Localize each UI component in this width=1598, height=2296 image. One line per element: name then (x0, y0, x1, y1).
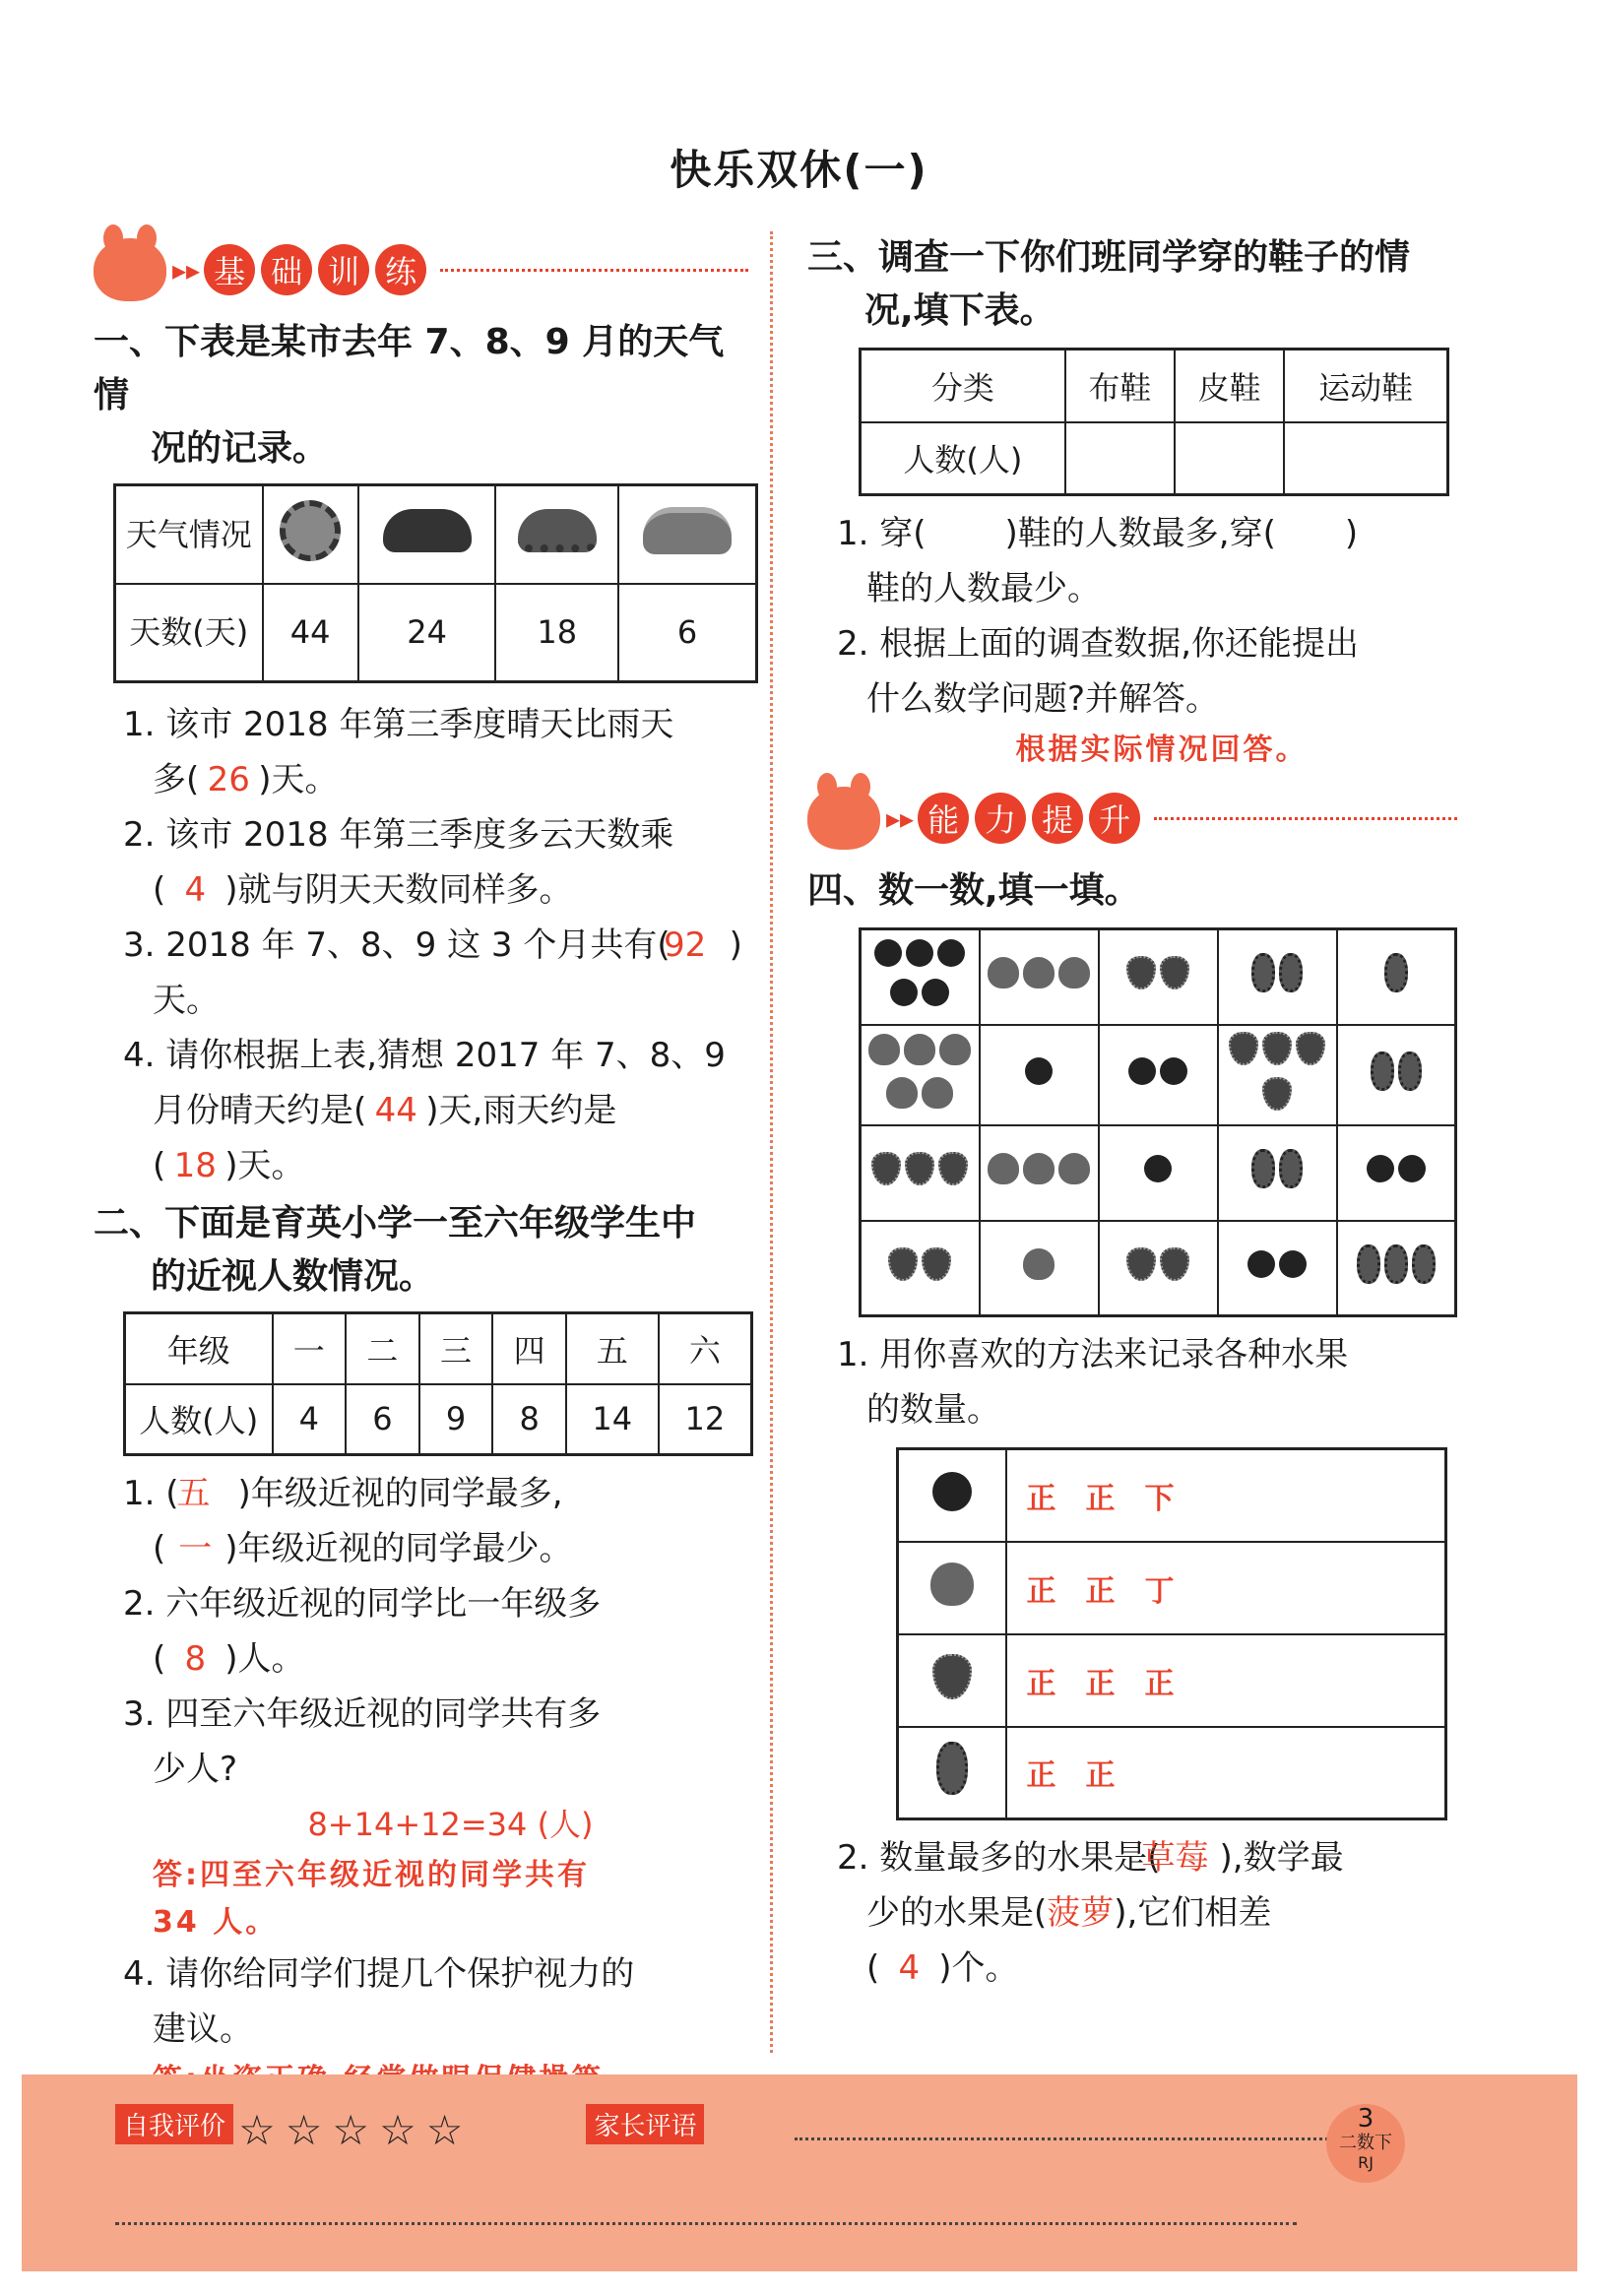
grade-cell: 六 (659, 1313, 752, 1384)
q2-item-1-text: )年级近视的同学最多, (237, 1474, 563, 1513)
cloudy-icon (383, 509, 472, 552)
section-badge-basic (94, 231, 748, 308)
peach-icon (904, 1034, 935, 1065)
shoes-header: 运动鞋 (1284, 350, 1447, 422)
fruit-cell (1218, 1125, 1337, 1221)
shoes-blank-cell[interactable] (1175, 422, 1284, 495)
q3-item-1-text: 1. 穿( (837, 514, 927, 553)
count-cell: 12 (659, 1384, 752, 1455)
q4-item-2-text: 少的水果是( (866, 1893, 1048, 1933)
q3-item-1-text: )鞋的人数最多,穿( (1004, 514, 1276, 553)
weather-cell (358, 485, 496, 584)
fruit-cell (980, 1125, 1099, 1221)
q2-item-2 (94, 1576, 748, 1687)
answer-value: 92 (663, 925, 707, 965)
strawberry-icon (1126, 1247, 1156, 1281)
fruit-cell (1337, 1025, 1456, 1125)
apple-icon (937, 939, 965, 967)
fruit-cell (1099, 1125, 1218, 1221)
strawberry-icon (1126, 956, 1156, 989)
question-4-heading: 四、数一数,填一填。 (807, 870, 1140, 911)
apple-icon (932, 1472, 972, 1511)
q3-item-1-line2: 鞋的人数最少。 (866, 569, 1101, 608)
q1-item-3 (94, 918, 748, 1028)
q1-item-2-text: ( (153, 870, 166, 910)
grade-cell: 二 (346, 1313, 419, 1384)
q1-item-3-text: 3. 2018 年 7、8、9 这 3 个月共有( (123, 925, 671, 965)
q2-item-4-line2: 建议。 (153, 2009, 253, 2049)
days-cell: 6 (618, 584, 757, 682)
mascot-icon (94, 238, 166, 301)
fruit-cell (980, 1025, 1099, 1125)
parent-comment-label: 家长评语 (586, 2104, 704, 2144)
weather-cell (263, 485, 358, 584)
question-1-heading (94, 316, 748, 476)
shoes-header: 布鞋 (1065, 350, 1175, 422)
q2-item-3-line1: 3. 四至六年级近视的同学共有多 (123, 1694, 602, 1734)
answer-value: 草莓 (1141, 1838, 1209, 1878)
partly-cloudy-icon (643, 507, 732, 554)
myopia-table (123, 1311, 753, 1456)
answer-value: 4 (184, 870, 207, 910)
fruit-cell (861, 1025, 980, 1125)
q2-item-1 (94, 1466, 748, 1576)
answer-value: 4 (898, 1948, 921, 1988)
q4-item-2-text: ),数学最 (1219, 1838, 1344, 1878)
answer-value: 8 (184, 1639, 207, 1679)
question-3-heading (807, 231, 1457, 338)
q3-item-2 (807, 616, 1457, 774)
fruit-cell (1218, 1221, 1337, 1316)
days-row-label: 天数(天) (115, 584, 263, 682)
apple-icon (874, 939, 902, 967)
strawberry-icon (1160, 1247, 1189, 1281)
rating-stars[interactable]: ☆☆☆☆☆ (238, 2106, 474, 2154)
fruit-cell (980, 1221, 1099, 1316)
count-cell: 14 (566, 1384, 659, 1455)
fruit-cell (1218, 929, 1337, 1025)
q1-item-1 (94, 697, 748, 807)
count-cell: 4 (273, 1384, 347, 1455)
q1-item-2-line1: 2. 该市 2018 年第三季度多云天数乘 (123, 815, 674, 855)
tally-value: 正正丁 (1006, 1542, 1446, 1634)
shoes-header: 皮鞋 (1175, 350, 1284, 422)
strawberry-icon (905, 1152, 934, 1185)
grade-row-label: 年级 (125, 1313, 273, 1384)
answer-value: 26 (207, 760, 250, 799)
pineapple-icon (1412, 1244, 1436, 1284)
count-cell: 6 (346, 1384, 419, 1455)
pineapple-icon (936, 1742, 968, 1795)
strawberry-icon (922, 1247, 951, 1281)
question-1-line2: 况的记录。 (151, 428, 329, 469)
mascot-icon (807, 787, 880, 850)
pineapple-icon (1251, 953, 1275, 992)
q2-item-4-line1: 4. 请你给同学们提几个保护视力的 (123, 1954, 635, 1994)
apple-icon (1247, 1250, 1275, 1278)
apple-icon (906, 939, 933, 967)
q1-item-4 (94, 1028, 748, 1193)
apple-icon (1144, 1155, 1172, 1182)
strawberry-icon (932, 1654, 972, 1699)
question-2-line2: 的近视人数情况。 (151, 1256, 435, 1297)
tally-value: 正正正 (1006, 1634, 1446, 1727)
count-cell: 9 (419, 1384, 493, 1455)
q1-item-4-text: ( (153, 1146, 166, 1185)
comment-line[interactable] (115, 2222, 1297, 2225)
tally-fruit-cell (898, 1634, 1006, 1727)
badge-char: 升 (1089, 793, 1140, 844)
strawberry-icon (1160, 956, 1189, 989)
days-cell: 24 (358, 584, 496, 682)
peach-icon (930, 1563, 974, 1606)
q4-item-2-text: )个。 (938, 1948, 1019, 1988)
fruit-cell (861, 1125, 980, 1221)
peach-icon (1058, 1153, 1090, 1184)
fruit-cell (1337, 929, 1456, 1025)
apple-icon (1279, 1250, 1307, 1278)
grade-cell: 三 (419, 1313, 493, 1384)
q1-item-1-text: )天。 (258, 760, 339, 799)
peach-icon (886, 1077, 918, 1109)
q1-item-3-line2: 天。 (153, 981, 220, 1020)
answer-value: 菠萝 (1047, 1893, 1115, 1933)
peach-icon (939, 1034, 971, 1065)
apple-icon (922, 979, 949, 1006)
handwritten-answer: 根据实际情况回答。 (1015, 733, 1309, 767)
apple-icon (1160, 1057, 1187, 1085)
question-1-line1: 一、下表是某市去年 7、8、9 月的天气情 (94, 322, 725, 415)
q2-item-1-text: 1. ( (123, 1474, 179, 1513)
q3-item-2-line1: 2. 根据上面的调查数据,你还能提出 (837, 624, 1360, 664)
weather-table (113, 483, 758, 683)
count-row-label: 人数(人) (125, 1384, 273, 1455)
strawberry-icon (888, 1247, 918, 1281)
arrows-icon: ▸▸ (886, 801, 915, 835)
days-cell: 44 (263, 584, 358, 682)
tally-value: 正正下 (1006, 1449, 1446, 1542)
strawberry-icon (1296, 1032, 1325, 1065)
q4-item-1-line2: 的数量。 (866, 1390, 1000, 1430)
answer-value: 一 (178, 1529, 213, 1568)
handwritten-answer: 34 人。 (153, 1905, 279, 1940)
tally-table (896, 1447, 1447, 1820)
count-cell: 8 (492, 1384, 566, 1455)
badge-char: 练 (375, 244, 426, 295)
strawberry-icon (1229, 1032, 1258, 1065)
badge-char: 础 (261, 244, 312, 295)
tally-fruit-cell (898, 1449, 1006, 1542)
grade-cell: 四 (492, 1313, 566, 1384)
q2-item-3-line2: 少人? (153, 1750, 238, 1789)
q1-item-3-text: ) (729, 925, 742, 965)
peach-icon (868, 1034, 900, 1065)
shoes-table (859, 348, 1449, 496)
days-cell: 18 (495, 584, 618, 682)
q4-item-2-text: 2. 数量最多的水果是( (837, 1838, 1161, 1878)
grade-cell: 五 (566, 1313, 659, 1384)
tally-value: 正正 (1006, 1727, 1446, 1819)
q2-item-3 (94, 1687, 748, 1946)
question-3-line2: 况,填下表。 (864, 290, 1055, 331)
strawberry-icon (871, 1152, 901, 1185)
q1-item-4-line1: 4. 请你根据上表,猜想 2017 年 7、8、9 (123, 1036, 726, 1075)
q4-item-2-text: ( (866, 1948, 880, 1988)
shoes-row-label: 人数(人) (861, 422, 1065, 495)
weather-row-label: 天气情况 (115, 485, 263, 584)
arrows-icon: ▸▸ (172, 253, 201, 287)
grade-label: 二数下 (1339, 2133, 1392, 2153)
left-column (94, 231, 748, 2104)
fruit-cell (980, 929, 1099, 1025)
q4-item-2 (807, 1830, 1457, 1996)
peach-icon (1023, 1153, 1055, 1184)
q4-item-1-line1: 1. 用你喜欢的方法来记录各种水果 (837, 1335, 1349, 1374)
strawberry-icon (1262, 1032, 1292, 1065)
page-number: 3 (1357, 2104, 1374, 2134)
peach-icon (1023, 1248, 1055, 1280)
shoes-blank-cell[interactable] (1284, 422, 1447, 495)
answer-value: 44 (374, 1091, 417, 1130)
badge-char: 力 (975, 793, 1026, 844)
handwritten-answer: 答:四至六年级近视的同学共有 (153, 1858, 590, 1892)
shoes-header: 分类 (861, 350, 1065, 422)
section-badge-advanced (807, 780, 1457, 857)
page-title: 快乐双休(一) (670, 146, 928, 194)
fruit-cell (1218, 1025, 1337, 1125)
q4-item-1 (807, 1327, 1457, 1437)
q1-item-1-line1: 1. 该市 2018 年第三季度晴天比雨天 (123, 705, 674, 744)
q2-item-1-text: ( (153, 1529, 166, 1568)
answer-value: 五 (176, 1474, 211, 1513)
shoes-blank-cell[interactable] (1065, 422, 1175, 495)
tally-fruit-cell (898, 1542, 1006, 1634)
peach-icon (988, 957, 1019, 989)
page-number-badge (1326, 2104, 1405, 2183)
q1-item-2-text: )就与阴天天数同样多。 (224, 870, 573, 910)
q3-item-1-text: ) (1344, 514, 1359, 553)
q3-item-1 (807, 506, 1457, 616)
apple-icon (890, 979, 918, 1006)
q1-item-4-text: 月份晴天约是( (153, 1091, 367, 1130)
badge-char: 提 (1032, 793, 1083, 844)
pineapple-icon (1251, 1149, 1275, 1188)
weather-cell (495, 485, 618, 584)
q1-item-4-text: )天,雨天约是 (425, 1091, 617, 1130)
apple-icon (1025, 1057, 1053, 1085)
pineapple-icon (1384, 1244, 1408, 1284)
grade-cell: 一 (273, 1313, 347, 1384)
pineapple-icon (1371, 1052, 1394, 1091)
question-2-line1: 二、下面是育英小学一至六年级学生中 (94, 1203, 697, 1244)
q3-item-2-line2: 什么数学问题?并解答。 (866, 679, 1220, 719)
strawberry-icon (938, 1152, 968, 1185)
badge-char: 基 (204, 244, 255, 295)
apple-icon (1128, 1057, 1156, 1085)
pineapple-icon (1279, 1149, 1303, 1188)
footer-inner (115, 2104, 1513, 2172)
badge-dotted-line (440, 269, 748, 272)
q1-item-2 (94, 807, 748, 918)
parent-comment-line[interactable] (795, 2137, 1375, 2140)
apple-icon (1367, 1155, 1394, 1182)
pineapple-icon (1384, 953, 1408, 992)
column-divider (770, 231, 773, 2053)
weather-cell (618, 485, 757, 584)
badge-char: 训 (318, 244, 369, 295)
right-column (807, 231, 1457, 1996)
fruit-grid (859, 927, 1457, 1317)
fruit-cell (1337, 1125, 1456, 1221)
strawberry-icon (1262, 1077, 1292, 1111)
question-2-heading (94, 1197, 748, 1304)
q2-item-2-text: )人。 (224, 1639, 305, 1679)
calculation: 8+14+12=34 (人) (307, 1806, 594, 1843)
pineapple-icon (1398, 1052, 1422, 1091)
pineapple-icon (1357, 1244, 1380, 1284)
pineapple-icon (1279, 953, 1303, 992)
tally-fruit-cell (898, 1727, 1006, 1819)
q2-item-2-text: ( (153, 1639, 166, 1679)
fruit-cell (861, 1221, 980, 1316)
self-eval-label: 自我评价 (115, 2104, 233, 2144)
q1-item-4-text: )天。 (224, 1146, 305, 1185)
q1-item-1-text: 多( (153, 760, 200, 799)
sun-icon (280, 500, 341, 561)
fruit-cell (861, 929, 980, 1025)
q2-item-1-text: )年级近视的同学最少。 (224, 1529, 573, 1568)
peach-icon (922, 1077, 953, 1109)
peach-icon (1023, 957, 1055, 989)
question-3-line1: 三、调查一下你们班同学穿的鞋子的情 (807, 237, 1411, 278)
edition-label: RJ (1358, 2153, 1374, 2172)
fruit-cell (1099, 1221, 1218, 1316)
rain-icon (518, 509, 597, 552)
answer-value: 18 (173, 1146, 217, 1185)
badge-char: 能 (918, 793, 969, 844)
fruit-cell (1337, 1221, 1456, 1316)
q2-item-2-line1: 2. 六年级近视的同学比一年级多 (123, 1584, 602, 1624)
badge-dotted-line (1154, 817, 1457, 820)
fruit-cell (1099, 929, 1218, 1025)
peach-icon (1058, 957, 1090, 989)
fruit-cell (1099, 1025, 1218, 1125)
peach-icon (988, 1153, 1019, 1184)
footer-bar (22, 2074, 1577, 2271)
q4-item-2-text: ),它们相差 (1114, 1893, 1272, 1933)
apple-icon (1398, 1155, 1426, 1182)
